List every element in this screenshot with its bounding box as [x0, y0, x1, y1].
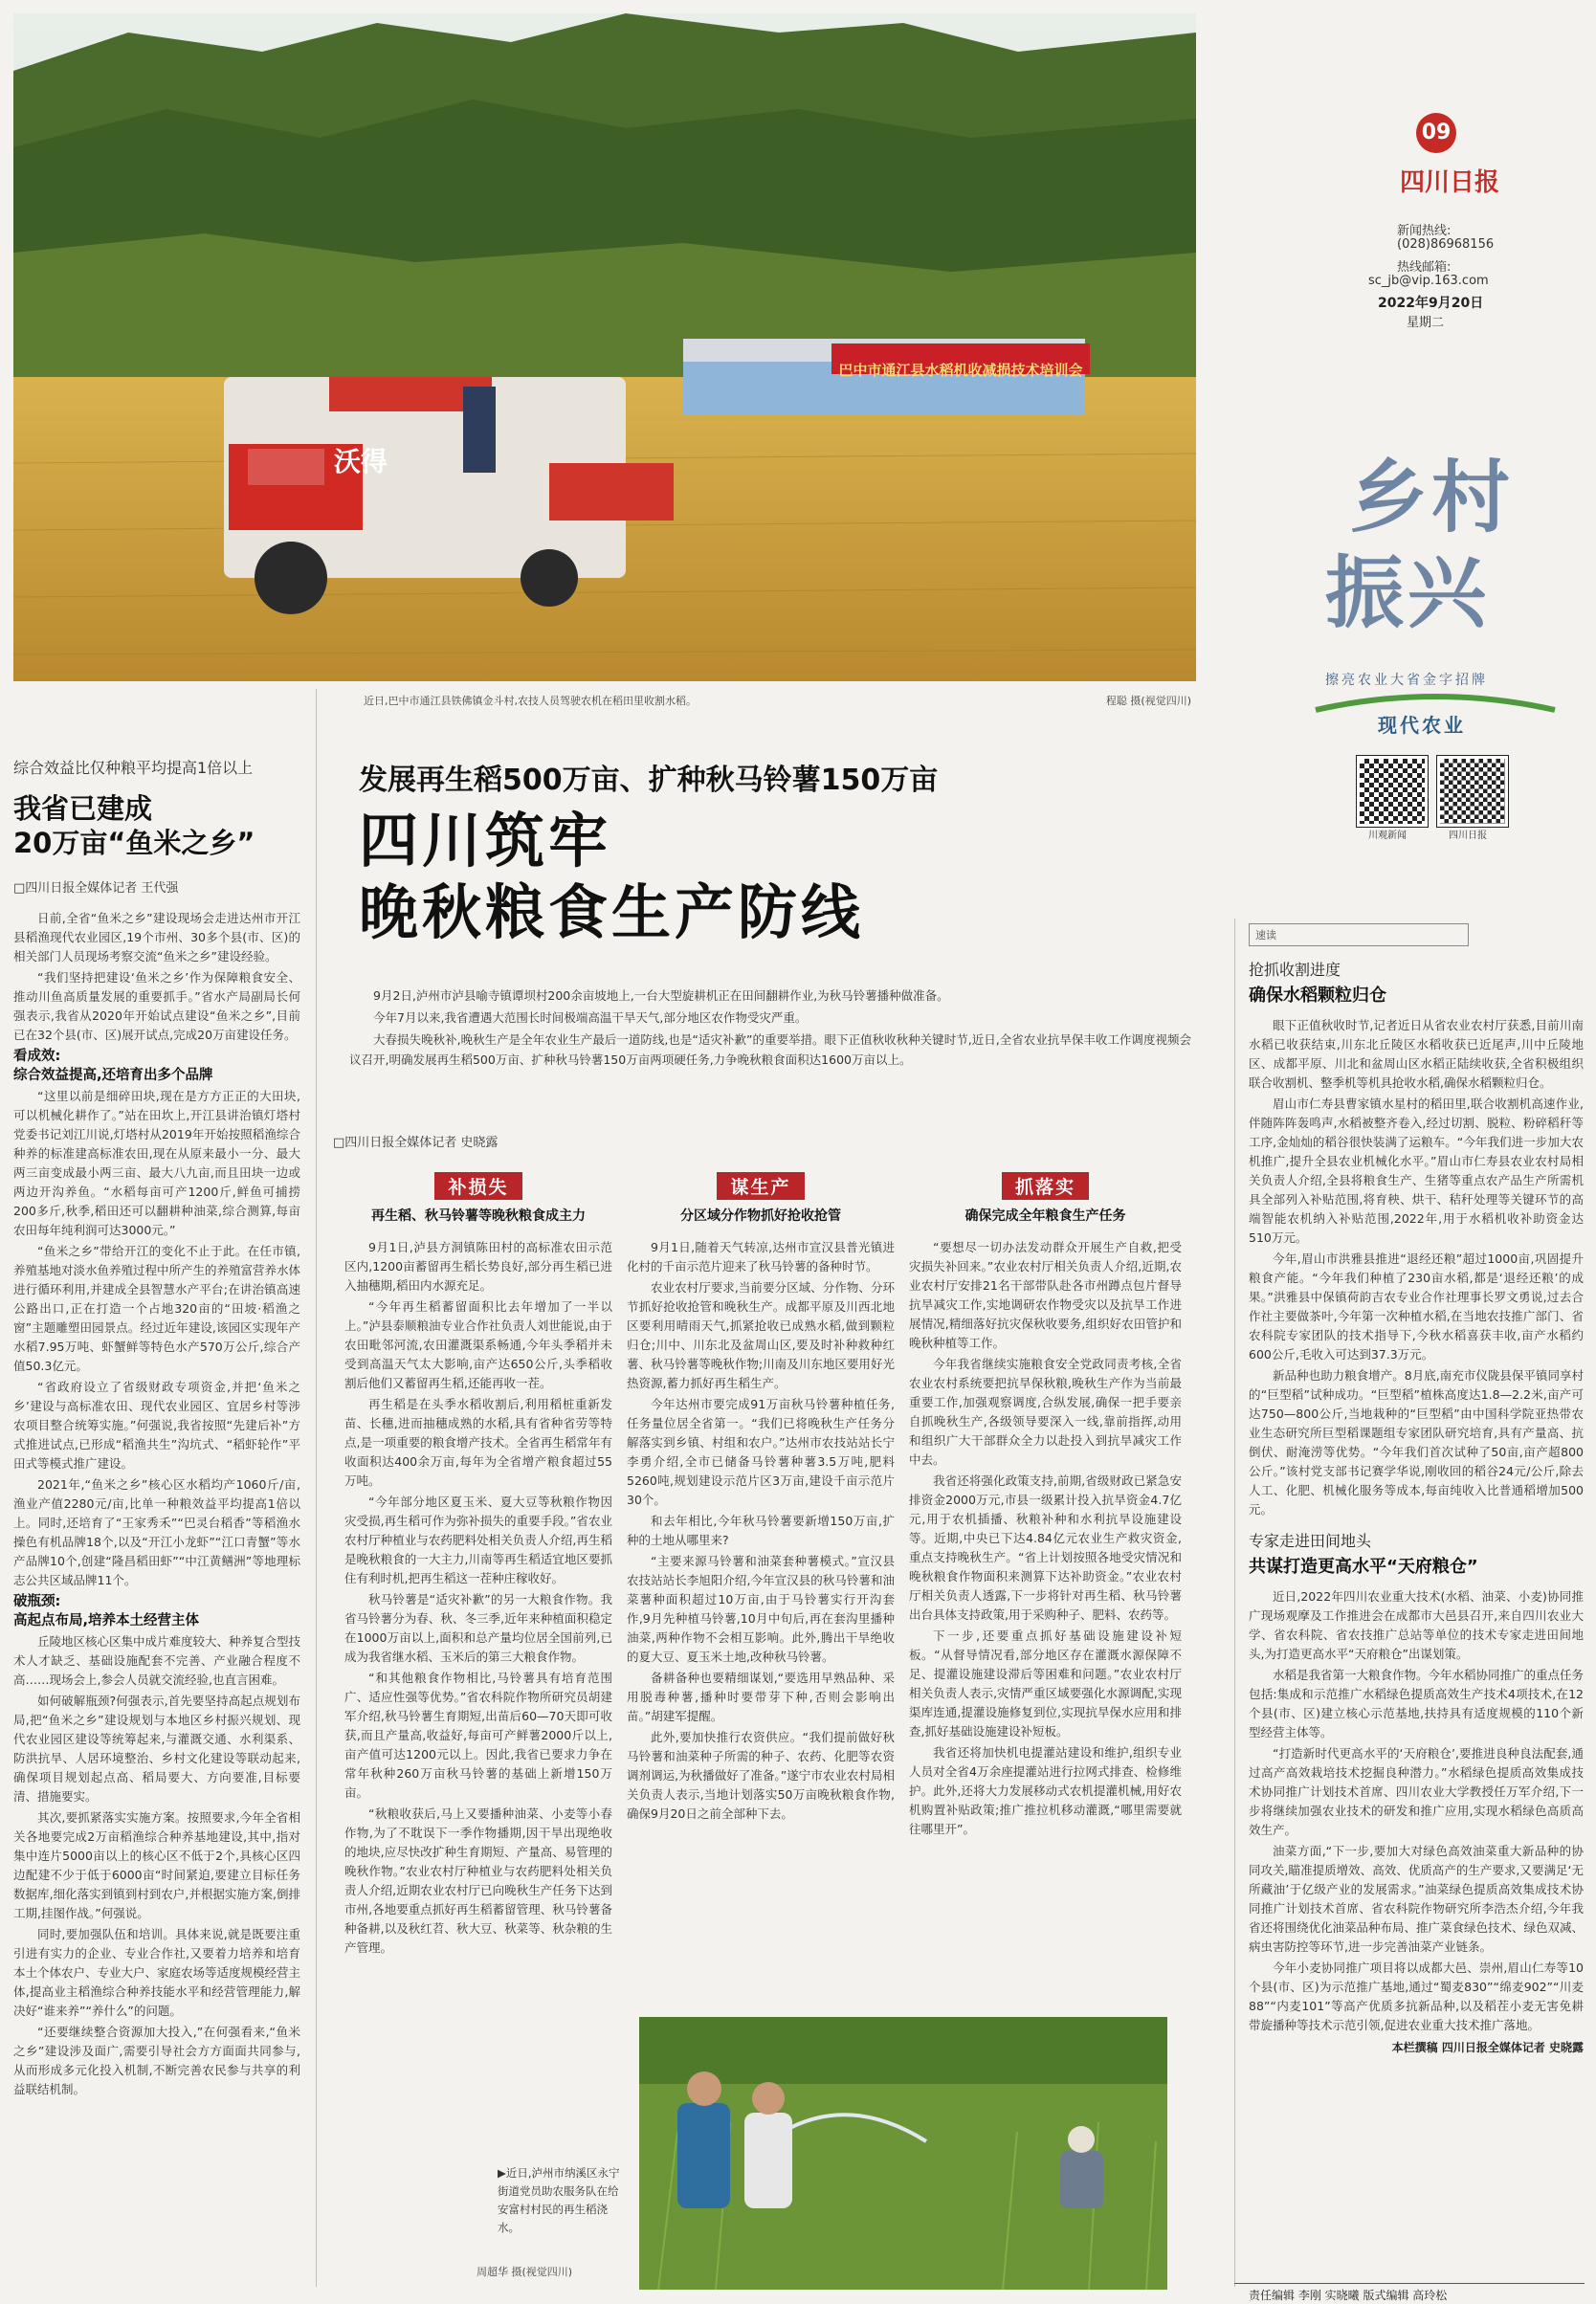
page-number: 09 [1421, 121, 1452, 144]
bottom-photo-caption-text: ▶近日,泸州市纳溪区永宁街道党员助农服务队在给安富村村民的再生稻浇水。 [498, 2166, 620, 2234]
r2-para: 水稻是我省第一大粮食作物。今年水稻协同推广的重点任务包括:集成和示范推广水稻绿色提质高效生产技术4项技术,在12个县(市、区)建立核心示范基地,扶持具有适度规模的110个新型经营主体等。 [1249, 1668, 1584, 1739]
main-byline: □四川日报全媒体记者 史晓露 [333, 1136, 499, 1150]
main-title-1: 四川筑牢 [359, 806, 612, 875]
r2-para: 今年小麦协同推广项目将以成都大邑、崇州,眉山仁寿等10个县(市、区)为示范推广基地,通过“蜀麦830”“绵麦902”“川麦88”“内麦101”等高产优质多抗新品种,以及稻茬小麦无害免耕带旋播种等技术示范引领,促进农业重大技术推广落地。 [1249, 1961, 1584, 2032]
footer-editors: 责任编辑 李刚 实晓曦 版式编辑 高玲松 [1249, 2289, 1448, 2302]
col2-para: 和去年相比,今年秋马铃薯要新增150万亩,扩种的土地从哪里来? [627, 1514, 895, 1547]
col1-head [344, 1172, 612, 1225]
left-para: “鱼米之乡”带给开江的变化不止于此。在任市镇,养殖基地对淡水鱼养殖过程中所产生的养殖富营养水体进行循环利用,并建成全县智慧水产平台;在讲治镇高速公路出口,正在打造一个占地320亩的“田坡·稻渔之窗”主题雕塑田园景点。经过近年建设,该园区实现年产水稻7.95万吨、虾蟹鲜等特色水产570万公斤,综合产值50.3亿元。 [13, 1244, 300, 1373]
col2-para: 9月1日,随着天气转凉,达州市宣汉县普光镇进化村的千亩示范片迎来了秋马铃薯的备种时节。 [627, 1240, 895, 1274]
lead-para: 今年7月以来,我省遭遇大范围长时间极端高温干旱天气,部分地区农作物受灾严重。 [373, 1010, 808, 1025]
col1-para: 再生稻是在头季水稻收割后,利用稻桩重新发苗、长穗,进而抽穗成熟的水稻,具有省种省劳等特点,是一项重要的粮食增产技术。全省再生稻常年有收面积达400余万亩,每年为全省增产粮食超过55万吨。 [344, 1397, 612, 1488]
col2-para: “主要来源马铃薯和油菜套种薯模式。”宣汉县农技站站长李旭阳介绍,今年宣汉县的秋马铃薯和油菜薯种面积超过10万亩,由于马铃薯实行开沟套作,9月先种植马铃薯,10月中旬后,再在套沟里播种油菜,两种作物不会相互影响。此外,腾出干旱绝收的夏大豆、夏玉米土地,改种秋马铃薯。 [627, 1554, 895, 1664]
issue-date: 2022年9月20日 [1378, 296, 1484, 311]
qr-label-2: 四川日报 [1449, 831, 1487, 841]
section-title-1: 乡村 [1349, 452, 1515, 543]
section-title-2: 振兴 [1325, 547, 1491, 639]
col1-para: “和其他粮食作物相比,马铃薯具有培育范围广、适应性强等优势。”省农科院作物所研究员胡建军介绍,秋马铃薯生育期短,出苗后60—70天即可收获,而且产量高,收益好,每亩可产鲜薯2000斤以上,亩产值可达1200元以上。因此,我省已要求力争在常年秋种260万亩秋马铃薯的基础上新增150万亩。 [344, 1671, 612, 1800]
left-para: 2021年,“鱼米之乡”核心区水稻均产1060斤/亩,渔业产值2280元/亩,比单一种粮效益平均提高1倍以上。同时,还培育了“王家秀禾”“巴灵台稻香”等稻渔水操色有机品牌18个,以及“开江小龙虾”“江口青蟹”等水产品牌10个,创建“隆昌稻田虾”“中江黄鳝洲”等地理标志公共区域品牌11个。 [13, 1477, 300, 1587]
left-article [13, 756, 300, 2296]
column-divider [316, 689, 317, 2287]
left-para: “我们坚持把建设‘鱼米之乡’作为保障粮食安全、推动川鱼高质量发展的重要抓手。”省水产局副局长何强表示,我省从2020年开始试点建设“鱼米之乡”,目前已在32个县(市、区)展开试点,完成20万亩建设任务。 [13, 970, 300, 1042]
col1-para: “今年部分地区夏玉米、夏大豆等秋粮作物因灾受损,再生稻可作为弥补损失的重要手段。”省农业农村厅种植业与农药肥料处相关负责人介绍,再生稻是晚秋粮食的一大主力,川南等再生稻适宜地区要抓住有利时机,把再生稻这一茬种庄稼收好。 [344, 1495, 612, 1585]
left-para: 其次,要抓紧落实实施方案。按照要求,今年全省相关各地要完成2万亩稻渔综合种养基地建设,其中,指对集中连片5000亩以上的核心区不低于2个,具核心区四边配建不少于低于6000亩“时间紧迫,要建立目标任务数据库,细化落实到镇到村到农户,并根据实施方案,倒排工期,挂图作战。”何强说。 [13, 1810, 300, 1920]
col3-subhead: 确保完成全年粮食生产任务 [964, 1208, 1126, 1224]
section-slogan: 擦亮农业大省金字招牌 [1325, 673, 1488, 688]
r1-title: 确保水稻颗粒归仓 [1249, 986, 1386, 1006]
r1-kicker: 抢抓收割进度 [1249, 961, 1341, 979]
qr-code-2-icon [1437, 756, 1508, 827]
qr-code-1-icon [1357, 756, 1428, 827]
column-divider [1234, 919, 1235, 2287]
harvest-scene-illustration [13, 13, 1196, 681]
left-title-2: 20万亩“鱼米之乡” [13, 827, 255, 859]
bottom-photo [639, 2017, 1167, 2290]
main-col-3 [909, 1172, 1182, 2014]
left-para: “还要继续整合资源加大投入,”在何强看来,“鱼米之乡”建设涉及面广,需要引导社会方方面面共同参与,从而形成多元化投入机制,不断完善农民参与共享的利益联结机制。 [13, 2025, 300, 2096]
bottom-photo-credit: 周超华 摄(视觉四川) [477, 2266, 573, 2278]
quick-read-label: 速读 [1255, 929, 1276, 942]
col1-para: “秋粮收获后,马上又要播种油菜、小麦等小春作物,为了不耽误下一季作物播期,因干旱出现绝收的地块,应尽快改扩种生育期短、产量高、易管理的晚秋作物。”农业农村厅种植业与农药肥料处相关负责人介绍,近期农业农村厅已向晚秋生产任务下达到市州,各地要重点抓好再生稻蓄留管理、秋马铃薯备种备耕,以及秋红苕、秋大豆、秋菜等、秋杂粮的生产管理。 [344, 1806, 612, 1955]
r1-para: 今年,眉山市洪雅县推进“退经还粮”超过1000亩,巩固提升粮食产能。“今年我们种植了230亩水稻,都是‘退经还粮’的成果。”洪雅县中保镇荷韵吉农专业合作社理事长罗文勇说,过去合作社主要做茶叶,今年第一次种植水稻,在当地农技推广部门、省农科院专家团队的技术指导下,今秋水稻喜获丰收,亩产水稻约600公斤,毛收入可达到37.3万元。 [1249, 1252, 1584, 1362]
main-lead [349, 986, 1191, 1072]
left-byline: □四川日报全媒体记者 王代强 [13, 881, 179, 896]
r2-kicker: 专家走进田间地头 [1249, 1532, 1372, 1550]
main-title-2: 晚秋粮食生产防线 [359, 877, 865, 947]
left-para: 日前,全省“鱼米之乡”建设现场会走进达州市开江县稻渔现代农业园区,19个市州、30多个县(市、区)的相关部门人员现场考察交流“鱼米之乡”建设经验。 [13, 911, 300, 964]
col1-subhead: 再生稻、秋马铃薯等晚秋粮食成主力 [371, 1208, 586, 1224]
issue-weekday: 星期二 [1407, 316, 1445, 330]
lead-para: 9月2日,泸州市泸县喻寺镇谭坝村200余亩坡地上,一台大型旋耕机正在田间翻耕作业,为秋马铃薯播种做准备。 [373, 988, 949, 1003]
left-para: “省政府设立了省级财政专项资金,并把‘鱼米之乡’建设与高标准农田、现代农业园区、宜居乡村等涉农项目整合统筹实施。”何强说,我省按照“先建后补”方式推进试点,已形成“稻渔共生”沟坑式、“稻虾轮作”平田式等模式推广建设。 [13, 1380, 300, 1471]
col2-para: 此外,要加快推行农资供应。“我们提前做好秋马铃薯和油菜种子所需的种子、农药、化肥等农资调剂调运,为秋播做好了准备。”遂宁市农业农村局相关负责人表示,当地计划落实50万亩晚秋粮食作物,确保9月20日之前全部种下去。 [627, 1730, 895, 1821]
col3-para: 今年我省继续实施粮食安全党政同责考核,全省农业农村系统要把抗旱保秋粮,晚秋生产作为当前最重要工作,加强观察调度,合纵发展,确保一把手要亲自抓晚秋生产,各级领导要深入一线,靠前指挥,动用和组织广大干部群众全力以赴投入到抗旱减灾工作中去。 [909, 1357, 1182, 1467]
col3-para: 我省还将强化政策支持,前期,省级财政已紧急安排资金2000万元,市县一级累计投入抗旱资金4.7亿元,用于农机插播、秋粮补种和水利抗旱设施建设等。近期,中央已下达4.84亿元农业生产救灾资金,重点支持晚秋生产。“省上计划按照各地受灾情况和晚秋粮食作物面积来测算下达补助资金。”农业农村厅相关负责人透露,下一步将针对再生稻、秋马铃薯出台具体支持政策,用于采购种子、肥料、农药等。 [909, 1473, 1182, 1622]
r2-body [1249, 1587, 1584, 2035]
col2-subhead: 分区域分作物抓好抢收抢管 [680, 1208, 841, 1224]
masthead [1234, 96, 1579, 842]
col2-body [627, 1238, 895, 1824]
top-photo-caption: 近日,巴中市通江县铁佛镇金斗村,农技人员驾驶农机在稻田里收割水稻。 [364, 695, 697, 707]
hotline-label: 新闻热线: [1397, 224, 1452, 238]
col3-para: 我省还将加快机电提灌站建设和维护,组织专业人员对全省4万余座提灌站进行拉网式排查、检修维护。此外,还将大力发展移动式农机提灌机械,用好农机购置补贴政策;推广推拉机移动灌溉,“哪里需要就往哪里开”。 [909, 1745, 1182, 1836]
bottom-photo-caption [498, 2164, 622, 2237]
col3-para: 下一步,还要重点抓好基础设施建设补短板。“从督导情况看,部分地区存在灌溉水源保障不足、提灌设施建设滞后等困难和问题。”农业农村厅相关负责人表示,灾情严重区域要强化水源调配,实现渠库连通,提灌设施修复到位,实现抗旱保水应用和排查,抓好基础设施建设补短板。 [909, 1628, 1182, 1739]
col1-para: 秋马铃薯是“适灾补歉”的另一大粮食作物。我省马铃薯分为春、秋、冬三季,近年来种植面积稳定在1000万亩以上,面积和总产量均位居全国前列,已成为我省继水稻、玉米后的第三大粮食作物。 [344, 1592, 612, 1664]
hotline: (028)86968156 [1397, 237, 1495, 252]
top-photo [13, 13, 1196, 681]
email-label: 热线邮箱: [1397, 260, 1452, 275]
col2-head [627, 1172, 895, 1225]
col1-para: “今年再生稻蓄留面积比去年增加了一半以上。”泸县泰顺粮油专业合作社负责人刘世能说,由于农田毗邻河流,农田灌溉渠系畅通,今年头季稻并未受到高温天气太大影响,亩产达650公斤,头季稻收割后他们又蓄留再生稻,还能再收一茬。 [344, 1299, 612, 1390]
col3-body [909, 1238, 1182, 1839]
qr-label-1: 川观新闻 [1368, 831, 1407, 841]
col1-body [344, 1238, 612, 1958]
r2-para: 油菜方面,“下一步,要加大对绿色高效油菜重大新品种的协同攻关,瞄准提质增效、高效、优质高产的生产要求,又要满足‘无所藏油’于亿级产业的发展需求。”油菜绿色提质高效集成技术协同推广计划技术首席、省农科院作物研究所李浩杰介绍,今年我省还将围绕优化油菜品种布局、推广菜食绿色技术、绿色双减、病虫害防控等环节,进一步完善油菜产业链条。 [1249, 1844, 1584, 1954]
col1-tag: 补损失 [434, 1172, 521, 1200]
r1-para: 新品种也助力粮食增产。8月底,南充市仪陇县保平镇同享村的“巨型稻”试种成功。“巨型稻”植株高度达1.8—2.2米,亩产可达750—800公斤,当地栽种的“巨型稻”由中国科学院亚热带农业生态研究所巨型稻课题组专家团队研究培育,具有产量高、抗倒伏、耐淹涝等优势。“今年我们首次试种了50亩,亩产超800公斤。”该村党支部书记赛学华说,刚收回的稻谷24元/公斤,除去人工、化肥、机械化服务等成本,每亩纯收入比普通稻增加500元。 [1249, 1368, 1584, 1517]
section-name: 现代农业 [1378, 714, 1466, 737]
col3-para: “要想尽一切办法发动群众开展生产自救,把受灾损失补回来。”农业农村厅相关负责人介绍,近期,农业农村厅安排21名干部带队赴各市州蹲点包片督导抗旱减灾工作,实地调研农作物受灾以及抗旱工作进展情况,精细落好抗灾保秋收要务,组织好农田管护和晚秋种植等工作。 [909, 1240, 1182, 1350]
left-para: 如何破解瓶颈?何强表示,首先要坚持高起点规划布局,把“鱼米之乡”建设规划与本地区乡村振兴规划、现代农业园区建设等统筹起来,与灌溉交通、水利渠系、防洪抗旱、人居环境整治、乡村文化建设等联动起来,确保项目规划起点高、稻局要大、方向要准,目标要清、措施要实。 [13, 1694, 300, 1804]
r2-title: 共谋打造更高水平“天府粮仓” [1249, 1557, 1478, 1577]
r2-byline: 本栏撰稿 四川日报全媒体记者 史晓露 [1391, 2041, 1584, 2054]
col1-para: 9月1日,泸县方洞镇陈田村的高标准农田示范区内,1200亩蓄留再生稻长势良好,部分再生稻已进入抽穗期,稻田内水源充足。 [344, 1240, 612, 1293]
email: sc_jb@vip.163.com [1368, 274, 1489, 288]
photo-banner: 巴中市通江县水稻机收减损技术培训会 [838, 362, 1083, 379]
r1-para: 眼下正值秋收时节,记者近日从省农业农村厅获悉,目前川南水稻已收获结束,川东北丘陵区水稻收获已近尾声,川中丘陵地区、成都平原、川北和盆周山区水稻正陆续收获,全省积极组织联合收割机、整季机等机具抢收水稻,确保水稻颗粒归仓。 [1249, 1018, 1584, 1090]
left-kicker: 综合效益比仅种粮平均提高1倍以上 [13, 759, 254, 777]
lead-para: 大春损失晚秋补,晚秋生产是全年农业生产最后一道防线,也是“适灾补歉”的重要举措。眼下正值秋收秋种关键时节,近日,全省农业抗旱保丰收工作调度视频会议召开,明确发展再生稻500万亩、扩种秋马铃薯150万亩两项硬任务,力争晚秋粮食面积达1600万亩以上。 [349, 1032, 1191, 1067]
watering-scene-illustration [639, 2017, 1167, 2290]
right-column [1249, 923, 1584, 2282]
col2-para: 备耕备种也要精细谋划,“要选用早熟品种、采用脱毒种薯,播种时要带芽下种,否则会影响出苗。”胡建军提醒。 [627, 1671, 895, 1723]
left-para: 丘陵地区核心区集中成片难度较大、种养复合型技术人才缺乏、基础设施配套不完善、产业融合程度不高……现场会上,参会人员就交流经验,也直言困难。 [13, 1634, 300, 1687]
r1-body [1249, 1016, 1584, 1519]
left-body [13, 909, 300, 2099]
left-subhead: 破瓶颈: 高起点布局,培养本土经营主体 [13, 1594, 200, 1628]
left-title-1: 我省已建成 [13, 792, 153, 825]
r2-para: “打造新时代更高水平的‘天府粮仓’,要推进良种良法配套,通过高产高效栽培技术挖掘良种潜力。”水稻绿色提质高效集成技术协同推广计划技术首席、四川农业大学教授任万军介绍,下一步将继续加强农业技术的研发和推广应用,实现水稻绿色高质高效生产。 [1249, 1746, 1584, 1837]
col3-head [909, 1172, 1182, 1225]
left-para: “这里以前是细碎田块,现在是方方正正的大田块,可以机械化耕作了。”站在田坎上,开江县讲治镇灯塔村党委书记刘江川说,灯塔村从2019年开始按照稻渔综合种养的标准建高标准农田,现在从原来最小一分、最大两三亩变成最小两三亩、最大八九亩,而且田块一边或两边开沟养鱼。“水稻每亩可产1200斤,鲜鱼可捕捞200多斤,秋季,稻田还可以翻耕种油菜,综合测算,每亩农田每年纯利润可达3000元。” [13, 1089, 300, 1237]
col2-para: 今年达州市要完成91万亩秋马铃薯种植任务,任务量位居全省第一。“我们已将晚秋生产任务分解落实到乡镇、村组和农户。”达州市农技站站长宁李勇介绍,全市已储备马铃薯种薯3.5万吨,肥料5260吨,规划建设示范片区3万亩,建设千亩示范片30个。 [627, 1397, 895, 1507]
paper-name: 四川日报 [1399, 168, 1499, 197]
machine-brand: 沃得 [334, 446, 388, 477]
col2-tag: 谋生产 [717, 1172, 804, 1200]
top-photo-credit: 程聪 摄(视觉四川) [1105, 695, 1191, 707]
r1-para: 眉山市仁寿县曹家镇水星村的稻田里,联合收割机高速作业,伴随阵阵轰鸣声,水稻被整齐卷入,经过切割、脱粒、粉碎稻秆等工序,金灿灿的稻谷很快装满了运粮车。“今年我们进一步加大农机推广,提升全县农业机械化水平。”眉山市仁寿县农业农村局相关负责人介绍,全县将粮食生产、生猪等重点农产品生产所需机具全部列入补贴范围,将育秧、烘干、秸秆处理等关键环节的高端智能农机纳入补贴范围,2022年,用于水稻机收补助资金达510万元。 [1249, 1097, 1584, 1245]
main-col-1 [344, 1172, 612, 2301]
left-subhead: 看成效: 综合效益提高,还培育出多个品牌 [13, 1049, 213, 1083]
r2-para: 近日,2022年四川农业重大技术(水稻、油菜、小麦)协同推广现场观摩及工作推进会在成都市大邑县召开,来自四川农业大学、省农科院、省农技推广总站等单位的技术专家走进田间地头,为打造更高水平“天府粮仓”出谋划策。 [1249, 1589, 1584, 1661]
left-para: 同时,要加强队伍和培训。具体来说,就是既要注重引进有实力的企业、专业合作社,又要着力培养和培育本土个体农户、专业大户、家庭农场等适度规模经营主体,提高业主稻渔综合种养技能水平和经营管理能力,解决好“谁来养”“养什么”的问题。 [13, 1927, 300, 2018]
quick-read-box [1249, 923, 1469, 946]
main-subtitle: 发展再生稻500万亩、扩种秋马铃薯150万亩 [359, 764, 939, 797]
main-col-2 [627, 1172, 895, 2014]
col2-para: 农业农村厅要求,当前要分区域、分作物、分环节抓好抢收抢管和晚秋生产。成都平原及川西北地区要利用晴雨天气,抓紧抢收已成熟水稻,做到颗粒归仓;川中、川东北及盆周山区,要及时补种救种红薯、秋马铃薯等晚秋作物;川南及川东地区要用好光热资源,蓄力抓好再生稻生产。 [627, 1280, 895, 1390]
col3-tag: 抓落实 [1002, 1172, 1089, 1200]
footer-rule [1234, 2283, 1585, 2284]
page-number-badge [1416, 113, 1456, 153]
